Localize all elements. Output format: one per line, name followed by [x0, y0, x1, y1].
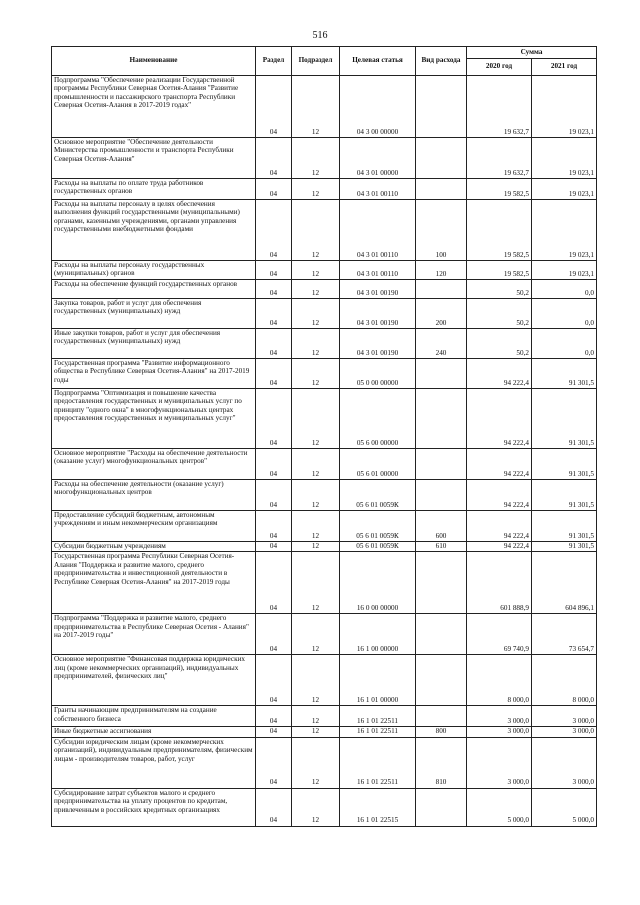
row-amount-2021: 3 000,0 — [532, 706, 597, 727]
row-amount-2020: 3 000,0 — [467, 727, 532, 737]
table-row — [52, 511, 597, 542]
table-row — [52, 788, 597, 826]
row-amount-2021: 19 023,1 — [532, 179, 597, 200]
row-subsection: 12 — [292, 138, 340, 179]
row-section: 04 — [256, 542, 292, 552]
row-expense-type: 240 — [416, 329, 467, 359]
row-target: 16 1 01 22511 — [340, 737, 416, 788]
row-expense-type — [416, 552, 467, 614]
row-section: 04 — [256, 552, 292, 614]
row-target: 16 1 01 22511 — [340, 727, 416, 737]
row-amount-2021: 8 000,0 — [532, 655, 597, 706]
row-expense-type — [416, 280, 467, 299]
row-amount-2021: 3 000,0 — [532, 727, 597, 737]
row-target: 04 3 01 00110 — [340, 261, 416, 280]
table-row — [52, 480, 597, 511]
row-name: Субсидии юридическим лицам (кроме некоммерческих организаций), индивидуальным предпринимателям, физическим лицам - производителям товаров, работ, услуг — [52, 737, 256, 788]
row-expense-type: 810 — [416, 737, 467, 788]
row-target: 16 1 00 00000 — [340, 614, 416, 655]
table-row — [52, 280, 597, 299]
row-target: 04 3 01 00190 — [340, 299, 416, 329]
row-amount-2021: 91 301,5 — [532, 480, 597, 511]
row-section: 04 — [256, 76, 292, 138]
row-target: 05 6 01 0059К — [340, 480, 416, 511]
row-target: 16 0 00 00000 — [340, 552, 416, 614]
row-section: 04 — [256, 359, 292, 389]
row-amount-2020: 94 222,4 — [467, 542, 532, 552]
table-row — [52, 614, 597, 655]
row-expense-type: 200 — [416, 299, 467, 329]
row-name: Подпрограмма "Оптимизация и повышение качества предоставления государственных и муниципальных услуг по принципу "одного окна" в многофункциональных центрах предоставления государственных и муниципальных услуг" — [52, 389, 256, 449]
row-amount-2021: 0,0 — [532, 299, 597, 329]
row-name: Основное мероприятие "Обеспечение деятельности Министерства промышленности и транспорта Республики Северная Осетия-Алания" — [52, 138, 256, 179]
row-expense-type: 600 — [416, 511, 467, 542]
row-section: 04 — [256, 449, 292, 480]
row-amount-2021: 0,0 — [532, 280, 597, 299]
row-name: Государственная программа Республики Северная Осетия-Алания "Поддержка и развитие малого, среднего предпринимательства и инвестиционной деятельности в Республике Северная Осетия-Алания" на 2017-2019 годы — [52, 552, 256, 614]
table-row — [52, 329, 597, 359]
row-subsection: 12 — [292, 449, 340, 480]
row-amount-2020: 19 582,5 — [467, 179, 532, 200]
table-row — [52, 389, 597, 449]
header-year-2021: 2021 год — [532, 59, 597, 76]
row-subsection: 12 — [292, 655, 340, 706]
header-section: Раздел — [256, 47, 292, 76]
row-section: 04 — [256, 614, 292, 655]
row-subsection: 12 — [292, 480, 340, 511]
row-expense-type — [416, 655, 467, 706]
table-row — [52, 76, 597, 138]
row-subsection: 12 — [292, 511, 340, 542]
header-subsection: Подраздел — [292, 47, 340, 76]
row-name: Иные закупки товаров, работ и услуг для обеспечения государственных (муниципальных) нужд — [52, 329, 256, 359]
row-amount-2020: 19 582,5 — [467, 200, 532, 261]
row-expense-type: 800 — [416, 727, 467, 737]
row-target: 05 6 01 0059К — [340, 511, 416, 542]
row-amount-2020: 50,2 — [467, 329, 532, 359]
row-expense-type — [416, 614, 467, 655]
row-amount-2021: 19 023,1 — [532, 200, 597, 261]
row-amount-2020: 19 632,7 — [467, 76, 532, 138]
row-target: 05 6 01 00000 — [340, 449, 416, 480]
row-section: 04 — [256, 706, 292, 727]
header-expense-type: Вид расхода — [416, 47, 467, 76]
row-amount-2020: 94 222,4 — [467, 480, 532, 511]
table-row — [52, 200, 597, 261]
row-section: 04 — [256, 329, 292, 359]
row-target: 04 3 01 00190 — [340, 280, 416, 299]
table-row — [52, 359, 597, 389]
table-row — [52, 261, 597, 280]
row-name: Расходы на выплаты персоналу в целях обеспечения выполнения функций государственными (муниципальными) органами, казенными учреждениями, органами управления государственными внебюджетными фондами — [52, 200, 256, 261]
row-amount-2020: 94 222,4 — [467, 449, 532, 480]
row-amount-2021: 3 000,0 — [532, 737, 597, 788]
row-amount-2021: 91 301,5 — [532, 359, 597, 389]
row-target: 05 6 00 00000 — [340, 389, 416, 449]
header-year-2020: 2020 год — [467, 59, 532, 76]
row-name: Государственная программа "Развитие информационного общества в Республике Северная Осетия-Алания" на 2017-2019 годы — [52, 359, 256, 389]
row-amount-2021: 604 896,1 — [532, 552, 597, 614]
row-name: Основное мероприятие "Расходы на обеспечение деятельности (оказание услуг) многофункциональных центров" — [52, 449, 256, 480]
row-amount-2020: 50,2 — [467, 280, 532, 299]
row-name: Закупка товаров, работ и услуг для обеспечения государственных (муниципальных) нужд — [52, 299, 256, 329]
row-amount-2021: 91 301,5 — [532, 542, 597, 552]
table-row — [52, 737, 597, 788]
row-subsection: 12 — [292, 788, 340, 826]
row-subsection: 12 — [292, 542, 340, 552]
row-expense-type: 100 — [416, 200, 467, 261]
row-amount-2021: 19 023,1 — [532, 138, 597, 179]
table-row — [52, 299, 597, 329]
row-expense-type — [416, 480, 467, 511]
table-row — [52, 449, 597, 480]
row-expense-type: 120 — [416, 261, 467, 280]
table-row — [52, 179, 597, 200]
row-amount-2020: 19 582,5 — [467, 261, 532, 280]
row-amount-2020: 94 222,4 — [467, 359, 532, 389]
row-name: Субсидии бюджетным учреждениям — [52, 542, 256, 552]
row-subsection: 12 — [292, 389, 340, 449]
row-name: Подпрограмма "Поддержка и развитие малого, среднего предпринимательства в Республике Северная Осетия - Алания" на 2017-2019 годы" — [52, 614, 256, 655]
row-subsection: 12 — [292, 200, 340, 261]
row-subsection: 12 — [292, 706, 340, 727]
page-number: 516 — [312, 30, 328, 41]
row-target: 16 1 01 00000 — [340, 655, 416, 706]
row-name: Расходы на обеспечение функций государственных органов — [52, 280, 256, 299]
row-section: 04 — [256, 261, 292, 280]
row-target: 04 3 01 00000 — [340, 138, 416, 179]
row-subsection: 12 — [292, 179, 340, 200]
row-target: 16 1 01 22515 — [340, 788, 416, 826]
row-name: Предоставление субсидий бюджетным, автономным учреждениям и иным некоммерческим организациям — [52, 511, 256, 542]
row-section: 04 — [256, 179, 292, 200]
row-subsection: 12 — [292, 614, 340, 655]
row-expense-type — [416, 76, 467, 138]
row-amount-2021: 73 654,7 — [532, 614, 597, 655]
row-amount-2021: 91 301,5 — [532, 389, 597, 449]
row-amount-2020: 69 740,9 — [467, 614, 532, 655]
row-expense-type: 610 — [416, 542, 467, 552]
row-name: Расходы на выплаты персоналу государственных (муниципальных) органов — [52, 261, 256, 280]
row-name: Субсидирование затрат субъектов малого и среднего предпринимательства на уплату процентов по кредитам, привлеченным в российских кредитных организациях — [52, 788, 256, 826]
row-expense-type — [416, 449, 467, 480]
row-name: Подпрограмма "Обеспечение реализации Государственной программы Республики Северная Осетия-Алания "Развитие промышленности и пассажирского транспорта Республики Северная Осетия-Алания в 2017-2019 годах" — [52, 76, 256, 138]
row-expense-type — [416, 389, 467, 449]
row-section: 04 — [256, 280, 292, 299]
row-section: 04 — [256, 511, 292, 542]
row-section: 04 — [256, 727, 292, 737]
row-target: 04 3 01 00110 — [340, 179, 416, 200]
row-amount-2021: 0,0 — [532, 329, 597, 359]
row-section: 04 — [256, 788, 292, 826]
row-target: 04 3 00 00000 — [340, 76, 416, 138]
row-amount-2020: 50,2 — [467, 299, 532, 329]
header-name: Наименование — [52, 47, 256, 76]
table-row — [52, 138, 597, 179]
row-expense-type — [416, 788, 467, 826]
row-section: 04 — [256, 200, 292, 261]
row-name: Гранты начинающим предпринимателям на создание собственного бизнеса — [52, 706, 256, 727]
table-row — [52, 542, 597, 552]
row-amount-2021: 91 301,5 — [532, 449, 597, 480]
row-expense-type — [416, 359, 467, 389]
row-name: Расходы на обеспечение деятельности (оказание услуг) многофункциональных центров — [52, 480, 256, 511]
row-subsection: 12 — [292, 552, 340, 614]
row-amount-2021: 19 023,1 — [532, 261, 597, 280]
row-target: 05 0 00 00000 — [340, 359, 416, 389]
row-amount-2020: 19 632,7 — [467, 138, 532, 179]
row-section: 04 — [256, 737, 292, 788]
row-section: 04 — [256, 389, 292, 449]
row-amount-2020: 94 222,4 — [467, 389, 532, 449]
row-amount-2021: 19 023,1 — [532, 76, 597, 138]
row-subsection: 12 — [292, 329, 340, 359]
row-amount-2020: 601 888,9 — [467, 552, 532, 614]
row-subsection: 12 — [292, 737, 340, 788]
row-target: 04 3 01 00190 — [340, 329, 416, 359]
table-row — [52, 655, 597, 706]
row-section: 04 — [256, 480, 292, 511]
row-section: 04 — [256, 138, 292, 179]
row-section: 04 — [256, 655, 292, 706]
row-target: 16 1 01 22511 — [340, 706, 416, 727]
row-amount-2020: 3 000,0 — [467, 706, 532, 727]
row-subsection: 12 — [292, 280, 340, 299]
row-amount-2020: 5 000,0 — [467, 788, 532, 826]
row-name: Иные бюджетные ассигнования — [52, 727, 256, 737]
row-expense-type — [416, 179, 467, 200]
row-expense-type — [416, 138, 467, 179]
budget-table — [51, 46, 597, 827]
row-amount-2020: 94 222,4 — [467, 511, 532, 542]
table-row — [52, 706, 597, 727]
table-row — [52, 552, 597, 614]
row-amount-2020: 8 000,0 — [467, 655, 532, 706]
header-sum: Сумма — [467, 47, 597, 59]
row-subsection: 12 — [292, 359, 340, 389]
table-row — [52, 727, 597, 737]
row-expense-type — [416, 706, 467, 727]
row-section: 04 — [256, 299, 292, 329]
row-subsection: 12 — [292, 727, 340, 737]
header-target: Целевая статья — [340, 47, 416, 76]
row-name: Основное мероприятие "Финансовая поддержка юридических лиц (кроме некоммерческих организаций), индивидуальных предпринимателей, физических лиц" — [52, 655, 256, 706]
row-amount-2021: 91 301,5 — [532, 511, 597, 542]
row-target: 05 6 01 0059К — [340, 542, 416, 552]
row-amount-2020: 3 000,0 — [467, 737, 532, 788]
row-target: 04 3 01 00110 — [340, 200, 416, 261]
row-subsection: 12 — [292, 76, 340, 138]
table-body — [52, 76, 597, 827]
row-subsection: 12 — [292, 261, 340, 280]
row-amount-2021: 5 000,0 — [532, 788, 597, 826]
row-subsection: 12 — [292, 299, 340, 329]
row-name: Расходы на выплаты по оплате труда работников государственных органов — [52, 179, 256, 200]
